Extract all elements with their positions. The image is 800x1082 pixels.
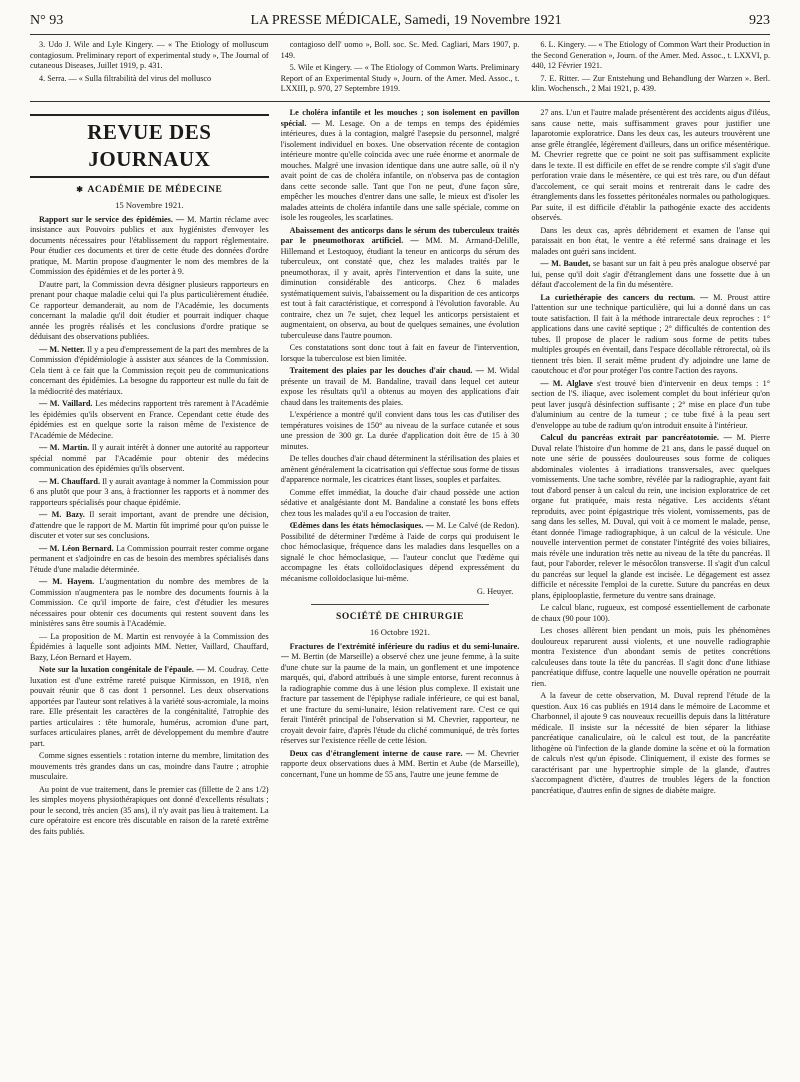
academy-paragraphs-cont: [281, 108, 520, 584]
paragraph-text: M. Martin réclame avec insistance aux Pouvoirs publics et aux hygiénistes d'envoyer les documents nécessaires pour l'établissement du rapport réglementaire. Pour étudier ces documents et tirer de cette étude des données d'ordre pratique, M. Martin propose d'augmenter le nom des membres de la Commission des épidémies et de les porter à 9.: [30, 214, 269, 277]
paragraph-text: Il y aurait avantage à nommer la Commission pour 6 ans plutôt que pour 3 ans, à fractionner les rapports et à nommer des rapporteurs spécialisés pour chaque épidémie.: [30, 476, 269, 507]
article-paragraph: [281, 343, 520, 364]
article-paragraph: [281, 108, 520, 224]
article-columns: [30, 108, 770, 1074]
column-left: [30, 108, 269, 1074]
paragraph-lead: — M. Netter.: [39, 344, 85, 354]
references-col-3: [531, 40, 770, 98]
paragraph-text: Il y a peu d'empressement de la part des membres de la Commission d'épidémiologie à assister aux séances de la Commission. Cela tient à ce fait que la Commission reçoit peu de communications concernant des épidémies. La besogne du rapporteur est nulle du fait de la médiocrité des matériaux.: [30, 344, 269, 396]
paragraph-lead: — M. Chauffard.: [39, 476, 100, 486]
article-paragraph: [531, 433, 770, 601]
paragraph-lead: Calcul du pancréas extrait par pancréatotomie. —: [540, 433, 732, 442]
paragraph-text: Il y aurait intérêt à donner une autorité au rapporteur spécial nommé par l'Académie pour obtenir des médecins communication des épidémies qu'ils observent.: [30, 443, 269, 474]
session-date: 15 Novembre 1921.: [115, 199, 184, 210]
reference-item: 4. Serra. — « Sulla filtrabilità del virus del mollusco: [39, 73, 212, 83]
academy-paragraphs: [30, 215, 269, 838]
article-paragraph: [281, 642, 520, 747]
section-divider: [311, 604, 490, 605]
article-paragraph: [30, 443, 269, 475]
page-header: [30, 8, 770, 34]
article-paragraph: [30, 632, 269, 664]
paragraph-lead: — M. Alglave: [540, 378, 593, 388]
paragraph-text: A la faveur de cette observation, M. Duval reprend l'étude de la question. Aux 16 cas publiés en 1914 dans le mémoire de Lacomme et Charbonnel, il ajoute 9 cas nouveaux recueillis depuis dans la littérature médicale. Il insiste sur la nécessité de bien séparer la lithiase pancréatique canaliculaire, où le calcul est tout, de la pancréatite lithogène où l'infection de la glande domine la scène et où la formation de calculs n'est qu'un épisode. Cliniquement, il existe des formes se caractérisant par une hypertrophie simple de la glande, d'autres s'accompagnent d'ictère, d'autres de troubles légers de la fonction pancréatique, d'autres enfin de signes de diabète maigre.: [531, 691, 771, 795]
paragraph-text: M. Widal présente un travail de M. Bandaline, travail dans lequel cet auteur expose les résultats qu'il a obtenus au moyen des applications d'air chaud dans les traitements des plaies.: [280, 366, 520, 407]
article-paragraph: [531, 379, 770, 432]
paragraph-text: 27 ans. L'un et l'autre malade présentèrent des accidents aigus d'iléus, sans cause nette, mais suffisamment graves pour justifier une laparotomie exploratrice. Dans les deux cas, les auteurs trouvèrent une anse grêle étranglée, légèrement d'ailleurs, dans un orifice mésentérique. M. Chevrier regrette que ce point ne soit pas suffisamment explicite dans le texte. Il est difficile en effet de se rendre compte s'il s'agit d'une perforation vraie dans le mésentère, ce qui est très rare, ou d'un défaut d'accolement, ce qui serait moins et rentrerait dans le cadre des étranglements dans les fossettes péritonéales normales ou pathologiques. Par suite, il est difficile d'établir la pathogénie exacte des accidents observés.: [531, 108, 771, 222]
article-paragraph: [30, 477, 269, 509]
paragraph-lead: Œdèmes dans les états hémoclasiques. —: [289, 521, 434, 530]
article-paragraph: [531, 691, 770, 796]
references-col-1: [30, 40, 269, 98]
paragraph-lead: — M. Martin.: [39, 443, 90, 453]
paragraph-text: MM. M. Armand-Delille, Hillemand et Lestoquoy, étudiant la teneur en anticorps du sérum des tuberculeux, ont constaté que, chez les malades traités par le pneumothorax, il y avait, après l'intervention et dans la suite, une diminution considérable des anticorps. Chez 6 malades systématiquement suivis, l'abaissement ou la disparition de ces anticorps est tout à fait caractéristique, et correspond à l'évolution favorable. Au contraire, chez un 7e sujet, chez lequel les anticorps persistaient et augmentaient, on observa, au bout de quelques semaines, une évolution tuberculeuse dans l'autre poumon.: [280, 236, 520, 340]
reference-item: 3. Udo J. Wile and Lyle Kingery. — « The Etiology of molluscum contagiosum. Preliminary report of experimental study », The Journal of cutaneous Diseases, Juillet 1919, p. 431.: [30, 40, 269, 70]
paragraph-text: M. Proust attire l'attention sur une technique particulière, qui lui a donné dans un cas toute satisfaction. Il fait à la méthode intrarectale deux reproches : 1° applications dans une cavité septique ; 2° difficultés de contention des tubes. Il propose de placer le radium sous forme de petits tubes multiples groupés en éventail, dans l'espace décollable rétrorectal, où ils tiennent très bien. Il serait même prudent d'y adjoindre une lame de caoutchouc et d'or pour protéger l'os contre l'action des rayons.: [531, 292, 771, 375]
article-paragraph: [30, 665, 269, 749]
paragraph-text: M. Coudray. Cette luxation est d'une extrême rareté puisque Kirmisson, en 1918, n'en pouvait réunir que 8 cas dont 1 personnel. Les deux observations apportées par l'auteur sont relatives à la variété sous-acromiale, la moins rare. Elle présentait les caractères de la congénitalité, l'atrophie des parties articulaires : tête humorale, humérus, acromion d'une part, surfaces articulaires planes, arrêt de développement du membre d'autre part.: [30, 665, 269, 748]
star-icon: ✱: [76, 184, 84, 194]
paragraph-text: Il serait important, avant de prendre une décision, d'attendre que le rapport de M. Martin fût imprimé pour qu'on puisse le discuter et voter sur ses conclusions.: [30, 510, 269, 541]
paragraph-text: Ces constatations sont donc tout à fait en faveur de l'intervention, lorsque la tuberculose est bien limitée.: [280, 343, 520, 363]
article-paragraph: [30, 280, 269, 343]
paragraph-lead: Le choléra infantile et les mouches ; son isolement en pavillon spécial. —: [280, 108, 520, 128]
paragraph-lead: La curiethérapie des cancers du rectum. —: [540, 292, 709, 302]
paragraph-text: Les médecins rapportent très rarement à l'Académie les épidémies qu'ils observent en France. Cependant cette étude des épidémies est en quelque sorte la raison même de l'existence de l'Académie de Médecine.: [30, 399, 269, 440]
paragraph-lead: — M. Vaillard.: [39, 399, 93, 409]
header-rule: [30, 34, 770, 35]
article-paragraph: [30, 544, 269, 576]
article-paragraph: [531, 226, 770, 258]
paragraph-text: Les choses allèrent bien pendant un mois, puis les phénomènes douloureux reparurent aussi violents, et une nouvelle radiographie montra l'existence d'un abondant semis de petites concrétions calculeuses dans toute la tête du pancréas. Il s'agit donc d'une lithiase pancréatique diffuse, contre laquelle une nouvelle opération ne pourrait rien.: [531, 626, 771, 688]
paragraph-text: Comme effet immédiat, la douche d'air chaud possède une action sédative et analgésiante dont M. Bandaline a constaté les bons effets chez tous les malades qu'il a eu l'occasion de traiter.: [280, 487, 520, 518]
surgery-session-date: 16 Octobre 1921.: [370, 626, 430, 637]
paragraph-text: D'autre part, la Commission devra désigner plusieurs rapporteurs en prenant pour chaque maladie celui qui l'a plus particulièrement étudiée. Ce rapporteur demanderait, au nom de l'Académie, les documents concernant la maladie qu'il doit étudier et pourrait indiquer chaque année les progrès réalisés et les conclusions d'ordre pratique se déduisant des observations publiées.: [30, 279, 269, 342]
paragraph-lead: Traitement des plaies par les douches d'air chaud. —: [289, 366, 484, 375]
paragraph-text: Comme signes essentiels : rotation interne du membre, limitation des mouvements très grandes dans un cas, moindre dans l'autre ; atrophie musculaire.: [30, 751, 269, 782]
article-paragraph: [281, 749, 520, 781]
paragraph-lead: Rapport sur le service des épidémies. —: [39, 214, 185, 224]
article-paragraph: [281, 226, 520, 342]
academy-heading-label: ACADÉMIE DE MÉDECINE: [87, 184, 223, 195]
journal-title: LA PRESSE MÉDICALE, Samedi, 19 Novembre 1921: [250, 13, 562, 28]
paragraph-text: L'expérience a montré qu'il convient dans tous les cas d'utiliser des températures voisines de 150° au niveau de la surface cutanée et sous une pression de 300 gr. La durée d'application doit être de 15 à 30 minutes.: [280, 410, 520, 451]
article-paragraph: [30, 510, 269, 542]
paragraph-lead: — M. Baudet,: [540, 259, 591, 268]
page-number: 923: [748, 13, 770, 28]
paragraph-lead: Fractures de l'extrémité inférieure du radius et du semi-lunaire. —: [280, 641, 520, 662]
article-paragraph: [531, 293, 770, 377]
paragraph-text: s'est trouvé bien d'intervenir en deux temps : 1° section de l'S. iliaque, avec isolement complet du bout inférieur qu'on peut laver jusqu'à désinfection suffisante ; 2° mise en place d'un tube d'aluminium au centre de la tumeur ; ce tube fixé à la peau sert d'enveloppe au tube de radium qu'on introduit ensuite à l'intérieur.: [531, 378, 771, 430]
reference-item: 5. Wile et Kingery. — « The Etiology of Common Warts. Preliminary Report of an Experimental Study », Journ. of the Amer. Med. Assoc., t. LXXIII, p. 970, 27 Septembre 1919.: [280, 63, 520, 93]
paragraph-lead: — M. Léon Bernard.: [39, 543, 114, 553]
article-paragraph: [281, 366, 520, 408]
references-col-2: [281, 40, 520, 98]
surgery-heading: SOCIÉTÉ DE CHIRURGIE: [335, 611, 465, 622]
article-paragraph: [531, 603, 770, 624]
article-paragraph: [281, 454, 520, 486]
references-rule: [30, 101, 770, 102]
paragraph-lead: — M. Bazy.: [39, 510, 85, 520]
article-paragraph: [281, 488, 520, 520]
surgery-paragraphs-cont: [531, 108, 770, 796]
paragraph-lead: Note sur la luxation congénitale de l'épaule. —: [39, 665, 205, 675]
paragraph-text: Dans les deux cas, après débridement et examen de l'anse qui paraissait en bon état, le ventre a été refermé sans drainage et les malades ont guéri sans incident.: [531, 225, 771, 256]
paragraph-text: De telles douches d'air chaud déterminent la stérilisation des plaies et amènent généralement la cicatrisation qui s'effectue sous forme de tissus d'apparence normale, les cicatrices étant lisses, souples et parfaites.: [280, 454, 520, 484]
article-paragraph: [30, 751, 269, 783]
academy-heading: [30, 184, 269, 196]
paragraph-text: se basant sur un fait à peu près analogue observé par lui, pense qu'il doit s'agir d'étranglement dans une fossette due à un défaut d'accolement de la fin du mésentère.: [531, 259, 771, 289]
paragraph-lead: — M. Hayem.: [39, 577, 95, 587]
paragraph-text: Au point de vue traitement, dans le premier cas (fillette de 2 ans 1/2) les simples moyens physiothérapiques ont donné d'excellents résultats ; pour le second, très ancien (35 ans), il n'y avait pas lieu à traitement. La cure opératoire est encore très discutable en raison de la rareté extrême des faits publiés.: [30, 784, 269, 836]
article-paragraph: [30, 785, 269, 838]
paragraph-text: M. Le Calvé (de Redon). Possibilité de déterminer l'œdème à l'aide de corps qui produisent le choc hémoclasique, fréquence dans les maladies dans lesquelles on a signalé le choc hémoclasique, — l'auteur conclut que l'œdème qui accompagne les états colloïdoclasiques dépend expressément du mécanisme colloïdoclasique lui-même.: [280, 521, 520, 583]
references-block: [30, 40, 770, 98]
article-paragraph: [30, 345, 269, 398]
paragraph-text: — La proposition de M. Martin est renvoyée à la Commission des Épidémies à laquelle sont adjoints MM. Netter, Vaillard, Chauffard, Bazy, Léon Bernard et Hayem.: [30, 631, 269, 662]
article-paragraph: [531, 259, 770, 291]
reference-item: 7. E. Ritter. — Zur Entstehung und Behandlung der Warzen ». Berl. klin. Wochensch., 2 Mai 1921, p. 439.: [531, 73, 771, 93]
paragraph-text: Le calcul blanc, rugueux, est composé essentiellement de carbonate de chaux (90 pour 100).: [531, 603, 771, 623]
article-paragraph: [30, 399, 269, 441]
paragraph-text: M. Pierre Duval relate l'histoire d'un homme de 21 ans, dans le passé duquel on note une série de poussées douloureuses sous forme de coliques abdominales violentes à irradiations transversales, avec quelques vomissements. Une tache sombre, révélée par la radiographie, ayant fait tout d'abord penser à un calcul du rein, une incision exploratrice de cet organe fut pratiquée, mais resta négative. Les accidents s'étant reproduits, avec point épigastrique très violent, vomissements, pas de sang dans les selles, M. Duval, qui voit à ce moment le malade, pense, étant donnée l'image radiographique, à un calcul de la vésicule. Une nouvelle intervention permet de constater l'intégrité des voies biliaires, mais révèle une induration très nette au niveau de la tête du pancréas. Il faut, pour l'aborder, relever le mésocôlon transverse. Il s'agit d'un calcul du pancréas sur lequel la glande est incisée. Le dégagement est assez difficile et nécessite l'emploi de la curette. Suture du pancréas en deux plans, épiplooplastie, fermeture du ventre sans drainage.: [531, 433, 771, 600]
column-right: [531, 108, 770, 1074]
author-signature: G. Heuyer.: [476, 587, 514, 596]
column-middle: [281, 108, 520, 1074]
paragraph-lead: Deux cas d'étranglement interne de cause rare. —: [289, 748, 475, 758]
issue-number: N° 93: [30, 13, 64, 28]
surgery-paragraphs: [281, 642, 520, 781]
paragraph-text: La Commission pourrait rester comme organe permanent et s'adjoindre en cas de besoin des membres spécialisés dans l'étude d'une maladie déterminée.: [30, 543, 269, 574]
paragraph-text: L'augmentation du nombre des membres de la Commission n'augmentera pas le nombre des documents fournis à la Commission. Ce qu'il importe de faire, c'est d'étudier les mesures nécessaires pour obtenir ces documents qui restent souvent dans les ministères sans être soumis à l'Académie.: [30, 577, 269, 629]
article-paragraph: [281, 521, 520, 584]
article-paragraph: [30, 215, 269, 278]
article-paragraph: [531, 626, 770, 689]
reference-item: 6. L. Kingery. — « The Etiology of Common Wart their Production in the Second Generation », Journ. of the Amer. Med. Assoc., t. LXXVI, p. 440, 12 Février 1921.: [531, 40, 771, 70]
article-paragraph: [531, 108, 770, 224]
article-paragraph: [30, 577, 269, 630]
article-paragraph: [281, 410, 520, 452]
section-title: REVUE DES JOURNAUX: [30, 114, 269, 178]
paragraph-text: M. Chevrier rapporte deux observations dues à MM. Bertin et Aube (de Marseille), concernant, l'une un homme de 55 ans, l'autre une jeune femme de: [280, 748, 520, 779]
paragraph-text: M. Bertin (de Marseille) a observé chez une jeune femme, à la suite d'une chute sur la paume de la main, un gonflement et une impotence marqués, qui, d'abord attribués à une simple entorse, furent reconnus à la radiographie comme dus à une lésion plus complexe. Il existait une fracture par tassement de l'épiphyse radiale inférieure, ce qui est banal, et une fracture du semi-lunaire, lésion relativement rare. C'est ce qui ferait l'intérêt principal de l'observation si M. Chevrier, rapporteur, ne croyait devoir faire, d'après l'étude du cliché communiqué, de très fortes réserves sur l'existence réelle de cette lésion.: [280, 652, 520, 746]
paragraph-text: M. Lesage. On a de temps en temps des épidémies intérieures, dues à la contagion, malgré l'asepsie du personnel, malgré l'isolement individuel en boxes. Une observation récente de contagion intérieure montre qu'elle coïncida avec une ruée énorme et anormale de mouches. Malgré une invasion identique dans une autre salle, où il n'y avait point de cas de choléra infantile, on n'observa pas de contagion dans cette seconde salle. Tant que l'on ne peut, d'une façon sûre, empêcher les mouches d'entrer dans une salle, le mieux est d'isoler les malades atteints de choléra infantile dans une salle spéciale, comme on isole les rougeoles, les scarlatines.: [280, 118, 520, 222]
paragraph-lead: Abaissement des anticorps dans le sérum des tuberculeux traités par le pneumothorax artificiel. —: [280, 225, 520, 245]
reference-item: contagioso dell' uomo », Boll. soc. Sc. Med. Cagliari, Mars 1907, p. 149.: [280, 40, 520, 60]
